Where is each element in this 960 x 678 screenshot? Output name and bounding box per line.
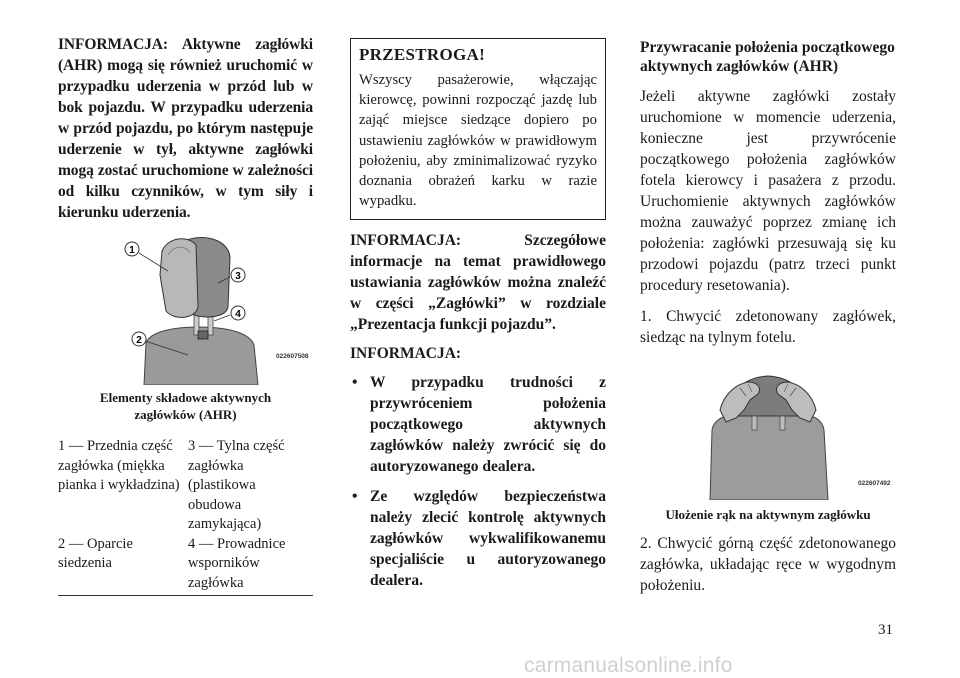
legend-item-3: 3 — Tylna część zagłówka (plastikowa obudowa zamykająca) bbox=[188, 438, 285, 532]
figure-code: 022607492 bbox=[858, 480, 891, 487]
step-1: 1. Chwycić zdetonowany zagłówek, siedząc na tylnym fotelu. bbox=[640, 308, 896, 346]
info-note-ahr: INFORMACJA: Aktywne zagłówki (AHR) mogą się również uruchomić w przypadku uderzenia w przód lub w bok pojazdu. W przypadku uderzenia w przód pojazdu, po którym następuje uderzenie w tył, aktywne zagłówki mogą zostać uruchomione w zależności od kilku czynników, w tym siły i kierunku uderzenia. bbox=[58, 36, 313, 221]
callout-4: 4 bbox=[235, 309, 241, 320]
bullet-text-2: Ze względów bezpieczeństwa należy zlecić kontrolę aktywnych zagłówków wykwalifikowanemu specjaliście u autoryzowanego dealera. bbox=[370, 488, 606, 590]
step-2: 2. Chwycić górną część zdetonowanego zagłówka, układając ręce w wygodnym położeniu. bbox=[640, 535, 896, 594]
legend-item-4: 4 — Prowadnice wsporników zagłówka bbox=[188, 535, 286, 591]
bullet-item: • W przypadku trudności z przywróceniem położenia początkowego aktywnych zagłówków należy zwrócić się do autoryzowanego dealera. bbox=[352, 374, 606, 476]
figure-legend bbox=[58, 437, 313, 593]
page-number: 31 bbox=[878, 622, 893, 638]
bullet-item: • Ze względów bezpieczeństwa należy zlecić kontrolę aktywnych zagłówków wykwalifikowanemu specjaliście u autoryzowanego dealera. bbox=[352, 488, 606, 590]
legend-divider bbox=[58, 595, 313, 596]
column-left bbox=[58, 34, 313, 596]
column-middle bbox=[350, 38, 606, 600]
info-label: INFORMACJA: bbox=[350, 345, 462, 363]
legend-item-2: 2 — Oparcie siedzenia bbox=[58, 535, 133, 571]
figure-caption: Ułożenie rąk na aktywnym zagłówku bbox=[665, 507, 871, 522]
info-bullet-list bbox=[350, 372, 606, 591]
headrest-components-figure bbox=[58, 235, 313, 385]
legend-item-1: 1 — Przednia część zagłówka (miękka pianka i wykładzina) bbox=[58, 438, 180, 493]
callout-3: 3 bbox=[235, 271, 241, 282]
bullet-text-1: W przypadku trudności z przywróceniem położenia początkowego aktywnych zagłówków należy zwrócić się do autoryzowanego dealera. bbox=[370, 374, 606, 476]
warning-text: Wszyscy pasażerowie, włączając kierowcę, powinni rozpocząć jazdę lub zająć miejsce siedzące dopiero po ustawieniu zagłówków w prawidłowym położeniu, aby zminimalizować ryzyko doznania obrażeń karku w razie wypadku. bbox=[359, 72, 597, 210]
figure-caption: Elementy składowe aktywnych zagłówków (AHR) bbox=[99, 390, 272, 422]
warning-box bbox=[350, 38, 606, 220]
figure-code: 022607508 bbox=[276, 353, 309, 360]
reset-paragraph: Jeżeli aktywne zagłówki zostały uruchomione w momencie uderzenia, konieczne jest przywrócenie początkowego położenia zagłówków fotela kierowcy i pasażera z przodu. Uruchomienie aktywnych zagłówków można zauważyć poprzez zmianę ich położenia: zagłówki przesuwają się ku przodowi pojazdu (patrz trzeci punkt procedury resetowania). bbox=[640, 88, 896, 294]
callout-1: 1 bbox=[129, 245, 135, 256]
info-note-adjustment: INFORMACJA: Szczegółowe informacje na temat prawidłowego ustawiania zagłówków można znaleźć w części „Zagłówki” w rozdziale „Prezentacja funkcji pojazdu”. bbox=[350, 232, 606, 334]
watermark: carmanualsonline.info bbox=[524, 654, 733, 677]
hand-placement-figure bbox=[640, 370, 896, 500]
column-right bbox=[640, 38, 896, 596]
warning-title: PRZESTROGA! bbox=[359, 45, 486, 64]
headrest-components-illustration bbox=[58, 235, 313, 385]
callout-2: 2 bbox=[136, 335, 142, 346]
section-heading: Przywracanie położenia początkowego aktywnych zagłówków (AHR) bbox=[640, 39, 895, 75]
